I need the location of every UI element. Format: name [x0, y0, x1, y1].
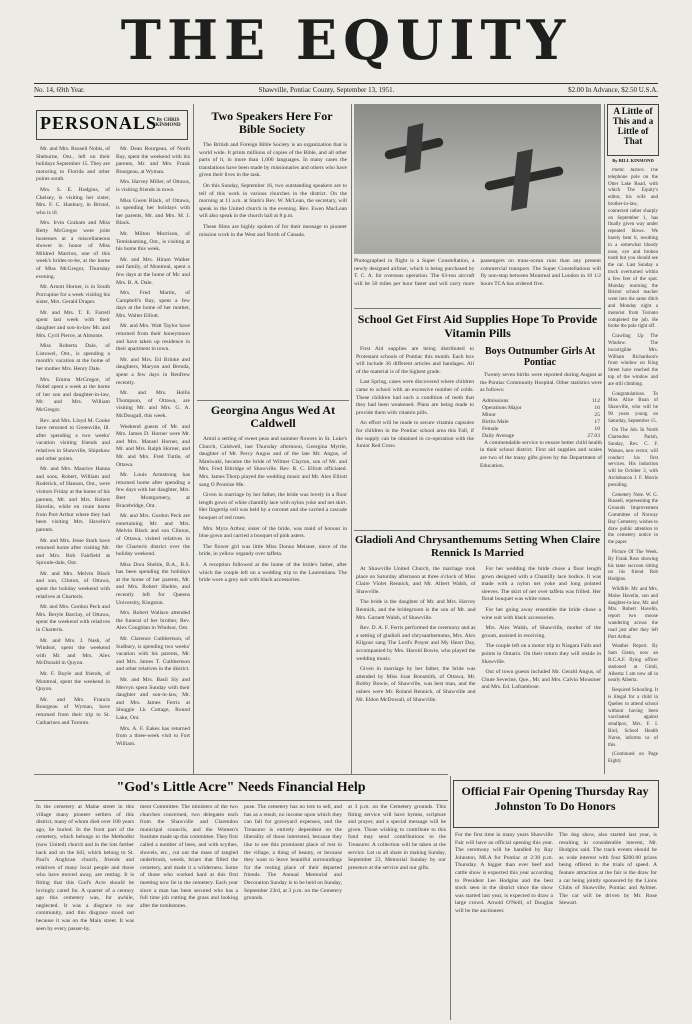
airliner-wing-shape	[405, 123, 424, 173]
gladioli-headline: Gladioli And Chrysanthemums Setting When Claire Rennick Is Married	[355, 534, 600, 559]
personals-item: Mr. Clarence Cuthbertson, of Sudbury, is spending two weeks' vacation with his parents, Mr. and Mrs. James T. Cuthbertson and other relatives in the district.	[116, 636, 190, 673]
stats-value: 16	[594, 404, 600, 411]
divider	[34, 774, 448, 775]
little-item: (Continued on Page Eight)	[608, 752, 658, 765]
personals-item: Mr. and Mrs. Hiram Walker and family, of Montreal, spent a few days at the home of Mr. and Mrs. B. A. Dale.	[116, 256, 190, 286]
personals-item: Mr. and Mrs. Jesse Stark have returned home after visiting Mr. and Mrs. Bob Fairfield at Sproule-dale, Ont.	[36, 537, 110, 567]
paragraph: Last Spring, cases were discovered where children came to school with an excessive number of colds. These children had such a condition of teeth that they had been weakened. Plans are being made to provide them with vitamin pills.	[356, 379, 474, 416]
paragraph: Given in marriage by her father, the bride was attended by Miss Joan Bonsmith, of Ottawa, Mr. Bobby Bowie, of Shawville, was best man, and the ushers were Mr. Roland Rennick, of Shawville and Mr. Eldon McDowall, of Shawville.	[356, 666, 476, 703]
personals-item: Miss Dora Sheltie, B.A., B.S. has been spending the holidays at the home of her parents, Mr. and Mrs. Robert Sheltie, and recently left for Queens University, Kingston.	[116, 561, 190, 606]
divider	[193, 104, 194, 774]
stats-value: 27.03	[587, 432, 600, 439]
paragraph: Mrs. Myra Arthur, sister of the bride, was maid of honour in blue gown and carried a bouquet of pink asters.	[199, 525, 347, 540]
paragraph: A reception followed at the home of the bride's father, after which the couple left on a wedding trip to the Laurentians. The bride wore a grey suit with black accessories.	[199, 561, 347, 584]
little-item: Crawling Up The Window. The incorrigible Mrs. William Richardson's front window on King Street have reached the top of the window and are still climbing.	[608, 334, 658, 387]
boys-intro: Twenty seven births were reported during August at the Pontiac Community Hospital. Other statistics were as follows:	[480, 372, 602, 394]
personals-item: Mrs. Irvin Graham and Miss Betty McGregor were joint hostesses at a miscellaneous shower in honor of Miss Mildred Marrion, one of this week's brides-to-be, at the home of Miss McGregor, Thursday evening.	[36, 220, 110, 280]
personals-item: Mrs. Robert Wallace attended the funeral of her brother, Rev. Alex Coughlan in Windsor, Ont.	[116, 610, 190, 632]
gods-column-1: In the cemetery at Maine street in this village many pioneer settlers of this district, many of whom died over 100 years ago, lie buried. In the front part of the cemetery, which belongs to the Methodist (now United) church and in the lots farther back and on the hill, which belong to St. Paul's Anglican church, friends and relatives of many local people and those who have moved away, are resting. It is fitting that this God's Acre should be lovingly cared for. A quarter of a century ago this cemetery was, for awhile, neglected. It was a disgrace to our community, and this disgrace stood out because it was on the Main street. It was seen by every passer-by.	[36, 804, 134, 932]
boys-article	[480, 372, 602, 528]
stats-label: Admissions	[482, 397, 509, 404]
personals-byline: By CHRIS KINMOND	[155, 118, 181, 128]
personals-item: Miss Gwen Black, of Ottawa, is spending her holidays with her parents, Mr. and Mrs. M. J. Black.	[116, 197, 190, 227]
divider	[354, 530, 601, 531]
personals-item: Mrs. S. E. Hodgins, of Chelsey, is visiting her sister, Mrs. F. C. Hanbury, in Bristol, who is ill.	[36, 186, 110, 216]
hospital-stats-table	[480, 398, 602, 440]
divider	[354, 308, 601, 309]
personals-item: Mr. F. Boyle and friends, of Montreal, spent the weekend in Quyon.	[36, 671, 110, 693]
photo-caption: Photographed in flight is a Super Constellation, a newly designed airliner, which is being purchased by T. C. A. for overseas operation. The 63-ton aircraft will be 50 miles per hour faster and will carry more passengers on trans-ocean runs than any present commercial transport. The Super Constellations will fly non-stop between Montreal and London in 10 1/2 hours TCA has ordered five.	[354, 258, 601, 287]
fair-column-2: The dog show, also started last year, is resulting in considerable interest, Mr. Hodgins said. The track events should be as wide interest with four $200.00 prizes being offered in the trials of speed. A feature attraction at the fair is the draw for a car being jointly sponsored by the Lions Clubs of Shawville, Pontiac and Aylmer. The car will be driven by Mr. Rose Stewart.	[559, 832, 657, 907]
divider	[197, 400, 349, 401]
personals-item: Weekend guests of Mr. and Mrs. James D. Horner were Mr. and Mrs. Mansel Horner, and Mr. and Mrs. Ralph Horner, and Mr. and Mrs. Fred Tuttle, of Ottawa.	[116, 423, 190, 468]
little-item: Cemetery Note. W. G. Russell, representing the Grounds Improvement Committee of Norway Bay Cemetery, wishes to draw public attention to the cemetery notice in the paper.	[608, 492, 658, 546]
stats-row	[480, 419, 602, 426]
paragraph: An effort will be made to secure vitamin capsules for children in the Pontiac school area this Fall, if the supply can be obtained in co-operation with the Junior Red Cross.	[356, 420, 474, 450]
personals-column-2	[116, 146, 190, 770]
personals-item: Mr. and Mrs. T. E. Farrell spent last week with their daughter and son-in-law Mr. and Mrs. Cyril Pierce, at Almonte.	[36, 309, 110, 339]
personals-item: Mr. and Mrs. Hollis Thompson, of Ottawa, are visiting Mr. and Mrs. G. A. McDougall, this week.	[116, 390, 190, 419]
personals-item: Mr. and Mrs. Gordon Peck are entertaining Mr. and Mrs. Melvin Black and son Clinton, of Ottawa, visited relatives in the Charteris district over the holiday weekend.	[116, 513, 190, 558]
personals-item: Mrs. Harvey Miller, of Ottawa, is visiting friends in town.	[116, 179, 190, 193]
boys-headline: Boys Outnumber Girls At Pontiac	[484, 346, 596, 368]
personals-item: Mr. and Mrs. J. Nash, of Windsor, spent the weekend with Mr. and Mrs. Alex McDonald in Quyon.	[36, 637, 110, 667]
personals-item: Mr. and Mrs. Russell Nobis, of Sheburne, Ont., left on their holidays September 15. They are motoring to Florida and other points south.	[36, 146, 110, 183]
paragraph: On this Sunday, September 16, two outstanding speakers are to tell of this work in various churches in the district. On the morning at 11 a.m. at Stark's Rev. W. McLean, the secretary, will speak in the United church in the evening. Rev. Ewen MacLean will also speak in the church hall at 8 p.m.	[199, 182, 347, 220]
airliner-photo	[354, 104, 601, 254]
little-item: Required Schooling. It is illegal for a child in Quebec to attend school without having been vaccinated against smallpox, Mrs. F. I. Bird, School Health Nurse, informs us of this.	[608, 688, 658, 748]
dateline	[34, 86, 658, 94]
personals-title: PERSONALS	[40, 113, 158, 133]
little-column	[608, 168, 658, 774]
paragraph: Amid a setting of sweet peas and summer flowers in St. Luke's Church, Caldwell, last Thursday afternoon, Georgina Myrtle, daughter of Mr. Percy Angus and of the late Mr. Angus, of Maniwaki, became the bride of Wilmer Clayton, son of Mr. and Mrs. Fred Ethridge of Shawville. Rev. R. C. Elliott officiated. Mrs. James Thorp played the wedding music and Mr. Alex Elliott sang O Promise Me.	[199, 436, 347, 488]
divider	[34, 800, 448, 801]
issue-number: No. 14, 69th Year.	[34, 86, 85, 94]
personals-item: Mr. and Mrs. Maurice Hanna and sons, Robert, William and Roderick, of Hanson, Ont., were visitors Friday at the home of his parents, Mr. and Mrs. Robert Havelin, while en route home from Port Arthur where they had been visiting Mrs. Havelin's parents.	[36, 466, 110, 533]
personals-item: Miss Roberta Dale, of Listowel, Ont., is spending a month's vacation at the home of her mother Mrs. Henry Dale.	[36, 343, 110, 373]
paragraph: First Aid supplies are being distributed to Protestant schools of Pontiac this month. Each box will include 36 different articles and bandages. All of the material is of the highest grade.	[356, 346, 474, 375]
stats-value: 10	[594, 425, 600, 432]
little-item: Poetic Justice. The telephone pole on the Otter Lake Road, with which The Equity's editor, his wife and brother-in-law, connected rather sharply on September 1, has finally given way under repeated blows. We barely bent it, resulting in a somewhat bloody nose, eye and broken tooth but you should see the car. Last Sunday a truck overturned within a few feet of the spot. Monday morning the Bristol school teacher went into the same ditch and Monday night a motorist from Toronto completed the job. He broke the pole right off.	[608, 168, 658, 330]
paragraph: For her wedding the bride chose a floor length gown designed with a Chantilly lace bodice. It was made with a nylon net yoke and long pointed sleeves. The skirt of net over taffeta was frilled. Her floral bouquet was white roses.	[481, 566, 601, 603]
paragraph: The British and Foreign Bible Society is an organization that is world wide. It prints millions of copies of the Bible, and all other parts of it, in more than 1,000 languages. In many cases the translations have been made by missionaries and others who have given their lives in the task.	[199, 142, 347, 179]
little-item: On The Job. In North Clarendon Parish, Sunday, Rev. C. F. Watson, new rector, will conduct his first services. His induction will be October 3, with Archdeacon J. F. Morris presiding.	[608, 428, 658, 488]
little-item: Congratulations. To Miss Alice Boan of Shawville, who will be 90 years young on Saturday, September 15.	[608, 391, 658, 424]
georgina-headline: Georgina Angus Wed At Caldwell	[210, 403, 336, 430]
place-date: Shawville, Pontiac County, September 13, 1951.	[258, 86, 395, 94]
little-item: Wildlife. Mr. and Mrs. Moise Havelin, son and daughter-in-law, Mr. and Mrs. Robert Havelin, report two moose wandering across the road just after they left Port Arthur.	[608, 587, 658, 640]
personals-item: Mr. and Mrs. Francis Bourgeau of Wyman, have returned from their trip to St. Catharines and Toronto.	[36, 696, 110, 726]
personals-item: Mrs. Emma McGregor, of Nobel spent a week at the home of her son and daughter-in-law, Mr. and Mrs. William McGregor.	[36, 376, 110, 413]
personals-item: Mr. Louis Armstrong has returned home after spending a few days with her daughter, Mrs. Bert Montgomery, at Bracebridge, Ont.	[116, 472, 190, 509]
stats-row	[480, 426, 602, 433]
masthead-rule-top	[34, 83, 658, 84]
divider	[604, 104, 605, 774]
paragraph: Mrs. Alex Walsh, of Shawville, mother of the groom, assisted in receiving.	[481, 625, 601, 639]
gods-column-3: pose. The cemetery has no lots to sell, and has as a result, no income upon which they can fall for graveyard expenses, and the Treasurer is entirely dependent on the liberality of those interested, because they like to see this prominent place of rest in the village, a thing of beauty, or because they want to leave beautiful surroundings for the resting place of their departed friends. The Annual Memorial and Decoration Sunday is to be held on Sunday, September 23rd, at 3 p.m. on the Cemetery grounds.	[244, 804, 342, 902]
gods-headline: "God's Little Acre" Needs Financial Help	[116, 780, 366, 795]
personals-item: Mr. and Mrs. Watt Taylor have returned from their honeymoon and have taken up residence in their apartment in town.	[116, 323, 190, 353]
school-article	[356, 346, 474, 526]
stats-label: Births Male	[482, 418, 509, 425]
stats-label: Operations Major	[482, 404, 522, 411]
paragraph: Given in marriage by her father, the bride was lovely in a floor length gown of white chantilly lace with nylon yoke and net skirt. Her fingertip veil was held by a coronet and she carried a cascade bouquet of red roses.	[199, 492, 347, 521]
stats-row	[480, 398, 602, 405]
little-item: Weather Report. By Sam Glenn, now an R.C.A.F. flying officer stationed at Gimli, Alberta: I am now all in nearly Alberta.	[608, 644, 658, 684]
little-headline: A Little of This and a Little of That	[612, 106, 654, 146]
stats-value: 112	[591, 397, 600, 404]
bible-headline: Two Speakers Here For Bible Society	[211, 109, 333, 136]
personals-column-1	[36, 146, 110, 770]
personals-item: Mr. and Mrs. Melvin Black and son, Clinton, of Ottawa, spent the holiday weekend with relatives at Charteris.	[36, 570, 110, 600]
airliner-wing-shape	[511, 149, 533, 211]
stats-row	[480, 412, 602, 419]
stats-label: Minor	[482, 411, 496, 418]
personals-item: Mr. and Mrs. Gordon Peck and Mrs. Beryle Barclay, of Ottawa, spent the weekend with relatives in Charteris.	[36, 604, 110, 634]
school-headline: School Get First Aid Supplies Hope To Provide Vitamin Pills	[357, 312, 598, 340]
paragraph: Rev. D. A. F. Ferris performed the ceremony and as a setting of gladioli and chrysanthemums, Mrs. Alex Kilgour sang The Lord's Prayer and My Heart Day, accompanied by Mrs. Harold Bowie, who played the wedding music.	[356, 625, 476, 662]
paragraph: Out of town guests included Mr. Gerald Angus, of Chute Severine, Que., Mr. and Mrs. Calvin Mousiner and Mrs. Ed. Laframbose.	[481, 669, 601, 691]
fair-headline: Official Fair Opening Thursday Ray Johnston To Do Honors	[461, 784, 649, 813]
little-item: Picture Of The Week. By Frank Ross showing his tame raccoon sitting on his friend Bob Hodgins.	[608, 550, 658, 583]
stats-row	[480, 405, 602, 412]
divider	[450, 776, 451, 1020]
price: $2.00 In Advance, $2.50 U.S.A.	[568, 86, 658, 94]
personals-item: Mr. and Mrs. Ed Brinke and daughters, Maryon and Brenda, spent a few days in Renfrew recently.	[116, 356, 190, 386]
paragraph: These films are highly spoken of for their message to pioneer mission work in the West and North of Canada.	[199, 223, 347, 238]
stats-row	[480, 433, 602, 440]
little-byline: By BILL KINMOND	[612, 158, 654, 163]
personals-item: Mr. Arnott Horner, is in South Porcupine for a week visiting his sister, Mrs. Gerald Draper.	[36, 284, 110, 306]
personals-item: Mrs. Fred Martin, of Campbell's Bay, spent a few days at the home of her mother, Mrs. Walter Elliott.	[116, 290, 190, 319]
gods-column-2: ment Committee. The ministers of the two churches concerned, two delegates each from the Shawville and Clarendon municipal councils, and the Women's Institute made up this committee. They first called a number of bees, and with scythes, shovels, etc., cut out the mass of tangled underbrush, weeds, briars that filled the cemetery, and made it a wilderness. Some of those who worked hard at this first meeting now lie in the cemetery. Each year since a man has been secured who has a full time job cutting the grass and looking after the tombstones.	[140, 804, 238, 909]
masthead-rule-bottom	[34, 96, 658, 97]
boys-outro: A commendable service to ensure better child health in their school district. First aid supplies and scales are two of the many gifts given by the Department of Education.	[480, 439, 602, 469]
masthead-title: THE EQUITY	[120, 8, 572, 72]
personals-item: Mr. and Mrs. Basil Sly and Mervyn spent Sunday with their daughter and son-in-law, Mr. and Mrs. James Ferris at Shuggie Lk Cottage, Round Lake, Ont.	[116, 677, 190, 721]
bible-article	[199, 142, 347, 398]
personals-item: Rev. and Mrs. Lloyd M. Cooke have returned to Greenville, Ill. after spending a two weeks' vacation visiting friends and relatives in Shawville, Shipshaw and other points.	[36, 417, 110, 462]
divider	[351, 104, 352, 774]
personals-item: Mr. Milton Morrison, of Temiskaming, Ont., is visiting at his home this week.	[116, 230, 190, 253]
stats-label: Daily Average	[482, 432, 515, 439]
personals-item: Mrs. A. F. Eakes has returned from a three-week visit to Fort William.	[116, 725, 190, 747]
gladioli-article	[356, 566, 601, 774]
stats-value: 25	[594, 411, 600, 418]
stats-value: 17	[594, 418, 600, 425]
personals-item: Mr. Dean Bourgeau, of North Bay, spent the weekend with his parents, Mr. and Mrs. Frank Bourgeau, at Wyman.	[116, 146, 190, 175]
paragraph: The bride is the daughter of Mr. and Mrs. Harvey Rennick, and the bridegroom is the son of Mr. and Mrs. Garnett Walsh, of Shawville.	[356, 599, 476, 621]
fair-column-1: For the first time in many years Shawville Fair will have an official opening this year. The ceremony will be handled by Ray Johnston, MLA for Pontiac at 2:30 p.m. Thursday. A bigger than ever beef and cattle show is expected this year according to President Lee Hodgins and the best stock seen in the district since the show was started last year, is expected to draw a large crowd. Arnold O'Neill, of Douglas will be the auctioneer.	[455, 832, 553, 914]
stats-label: Female	[482, 425, 499, 432]
georgina-article	[199, 436, 347, 772]
gods-column-4: at 3 p.m. on the Cemetery grounds. This fitting service will have hymns, scripture and prayer, and a special message will be given. Those wishing to contribute to this fund may send contributions to the Treasurer. A collection will be taken at the service. Let us all share in making Sunday, September 23, Memorial Sunday by our presence at the service and our gifts.	[348, 804, 446, 871]
paragraph: At Shawville United Church, the marriage took place on Saturday afternoon at three o'clock of Miss Claire Violet Rennick, and Mr. Albert Walsh, of Shawville.	[356, 566, 476, 595]
paragraph: The couple left on a motor trip to Niagara Falls and points in Ontario. On their return they will reside in Shawville.	[481, 643, 601, 665]
paragraph: For her going away ensemble the bride chose a wine suit with black accessories.	[481, 606, 601, 621]
paragraph: The flower girl was little Miss Donna Meisner, niece of the bride, in yellow organdy over taffeta.	[199, 543, 347, 558]
